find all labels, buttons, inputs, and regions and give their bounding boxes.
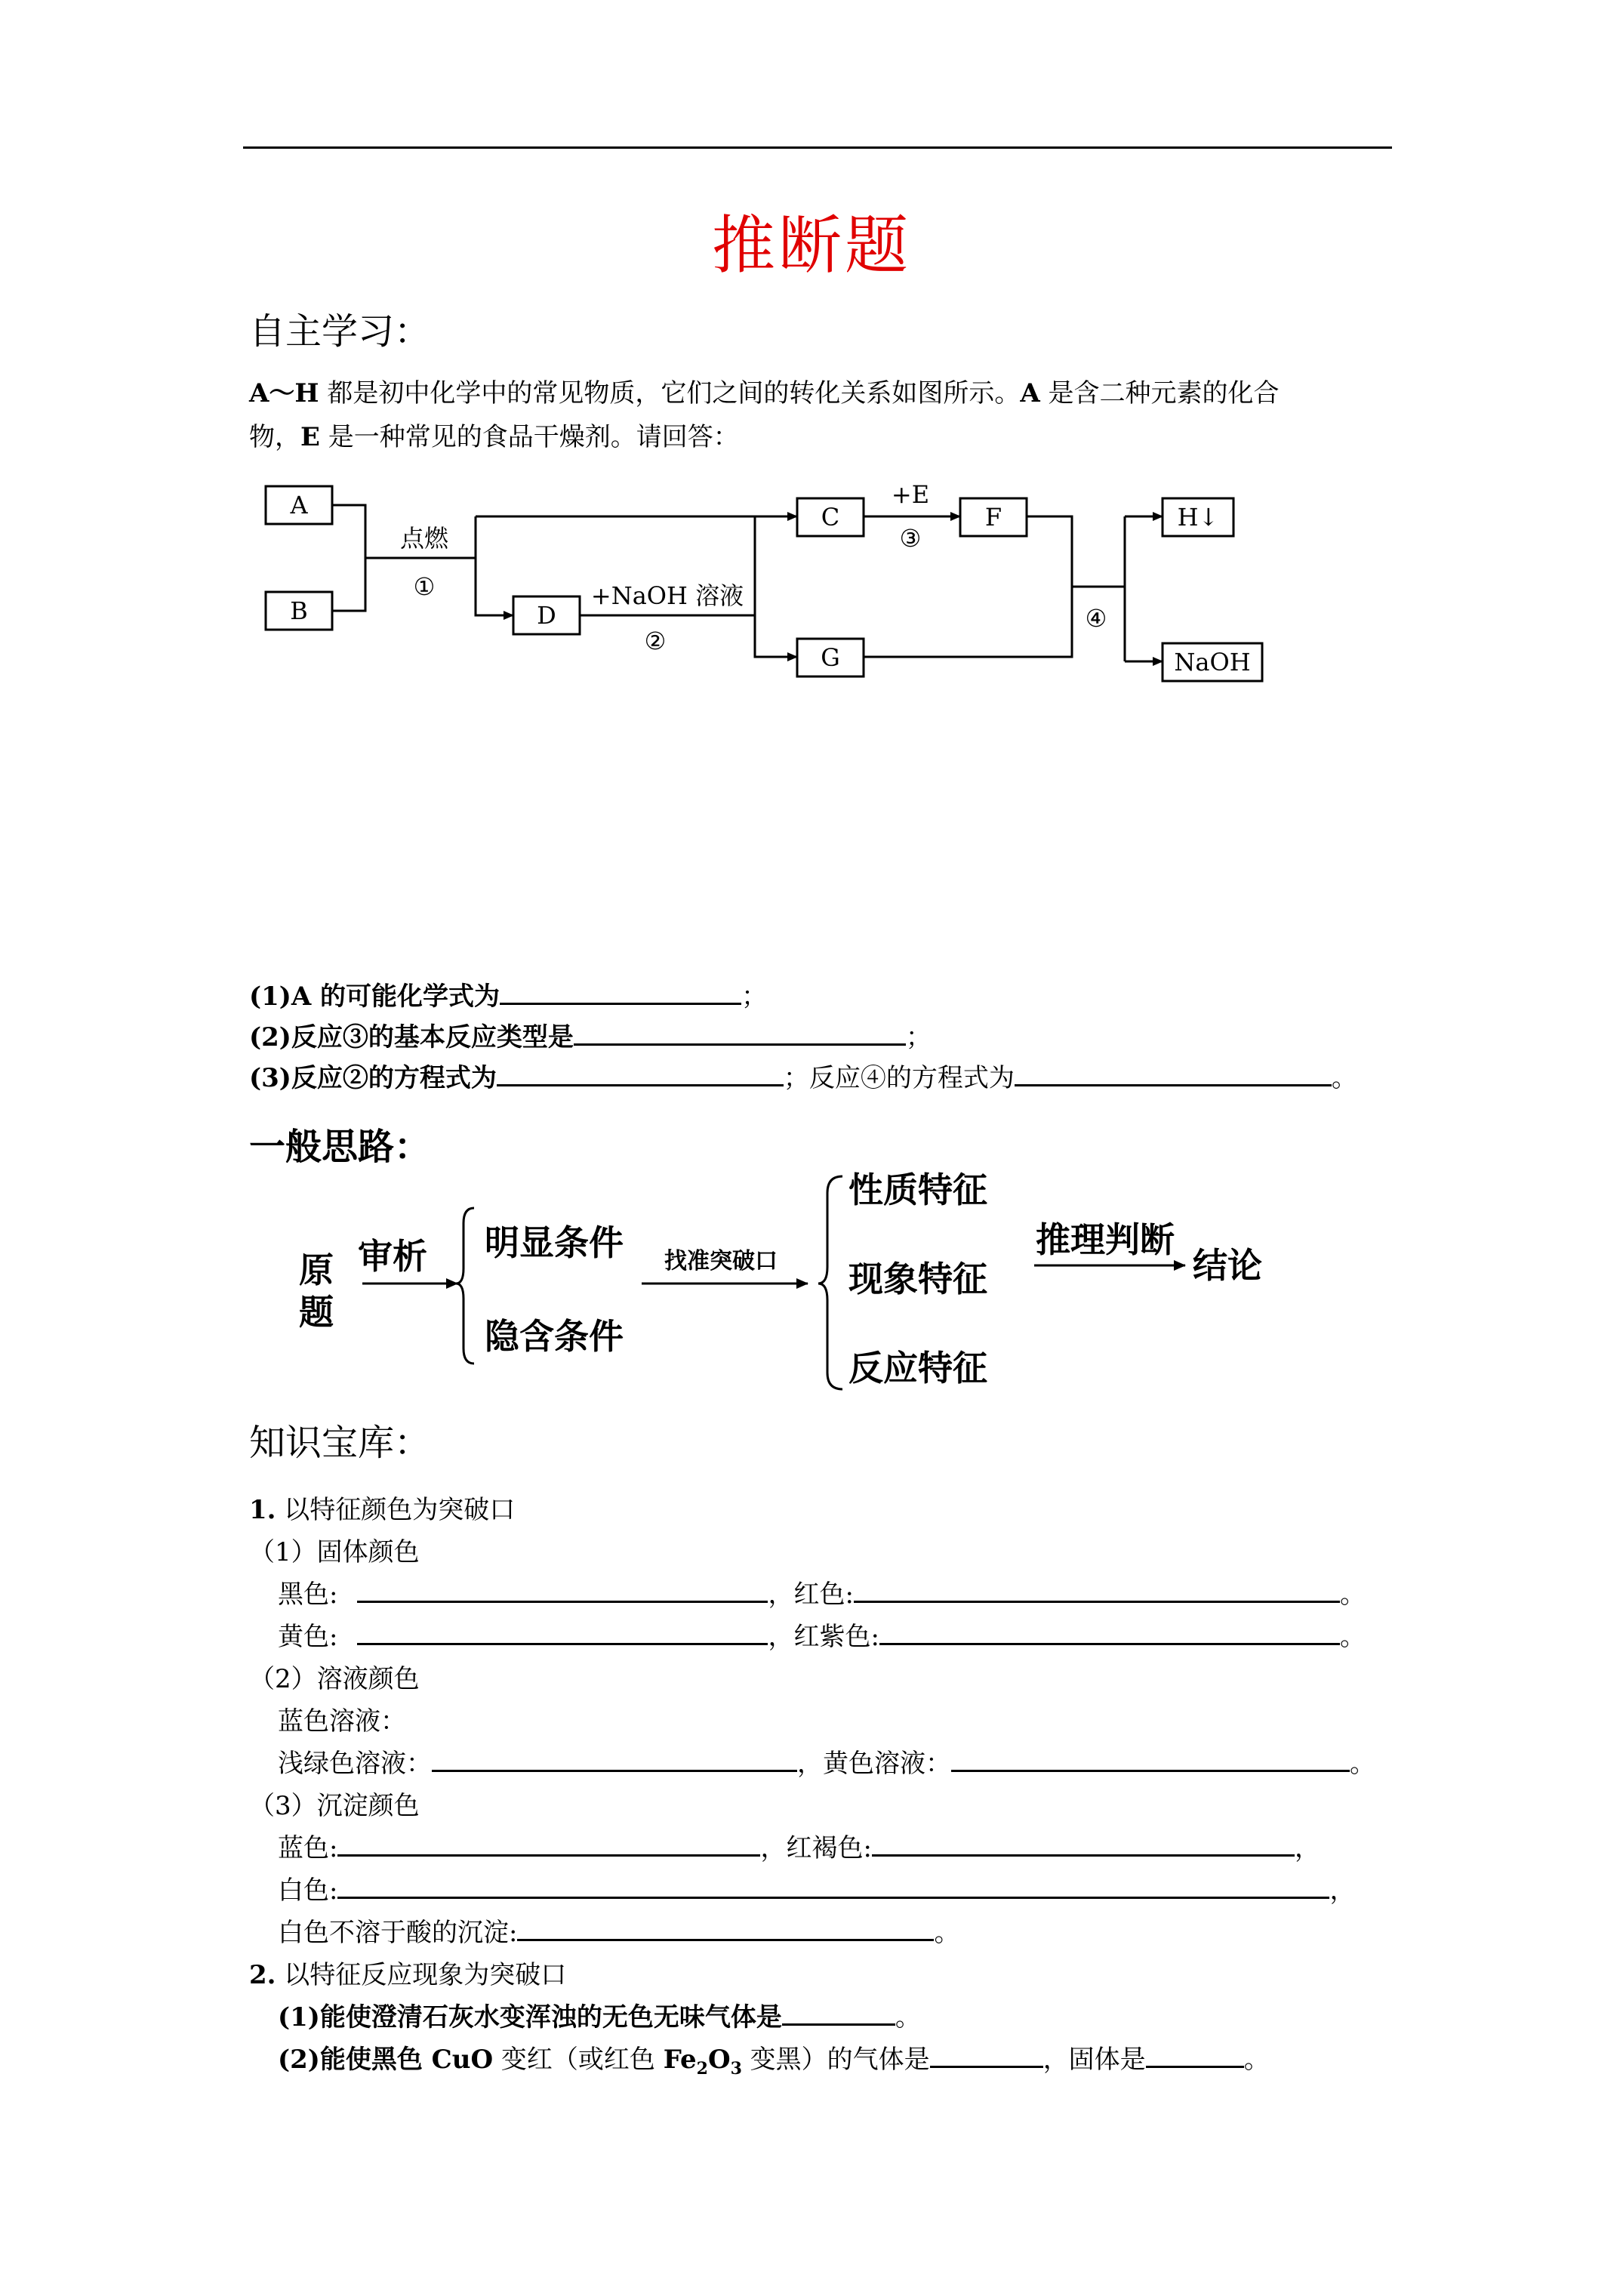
answer-blank-yellow-solution[interactable] bbox=[951, 1744, 1350, 1772]
label-purple-red: ，红紫色: bbox=[768, 1622, 879, 1652]
condition-naoh: +NaOH 溶液 bbox=[590, 581, 744, 610]
row-end: ， bbox=[1329, 1875, 1356, 1906]
formula-fe: Fe bbox=[663, 2045, 697, 2075]
approach-flow-diagram bbox=[287, 1163, 1344, 1412]
arrow-to-g bbox=[755, 516, 797, 657]
kb-heading-2-num: 2. bbox=[249, 1960, 276, 1990]
node-h-label: H↓ bbox=[1177, 503, 1219, 532]
row-end: 。 bbox=[1243, 2045, 1270, 2075]
formula-o-subscript: 3 bbox=[730, 2058, 742, 2079]
kb-heading-1-text: 以特征颜色为突破口 bbox=[276, 1495, 516, 1525]
label-black: 黑色: bbox=[278, 1579, 338, 1610]
question-2-end: ； bbox=[905, 1022, 932, 1052]
kb-row-green-yellow-solution bbox=[278, 1743, 1375, 1780]
page-title: 推断题 bbox=[711, 208, 911, 282]
node-c-label: C bbox=[821, 503, 840, 532]
question-3-label: (3)反应②的方程式为 bbox=[249, 1063, 497, 1093]
problem-range: A～H bbox=[249, 378, 319, 408]
label-phenomenon-2: 变黑）的气体是 bbox=[741, 2045, 930, 2075]
condition-e: +E bbox=[891, 480, 930, 509]
kb-phenomenon-2 bbox=[278, 2039, 1270, 2079]
kb-solid-colors: （1）固体颜色 bbox=[249, 1537, 420, 1567]
flow-analyze: 审析 bbox=[358, 1236, 427, 1277]
answer-blank-red[interactable] bbox=[854, 1575, 1340, 1603]
answer-blank-q1[interactable] bbox=[500, 977, 741, 1005]
answer-blank-yellow[interactable] bbox=[357, 1617, 768, 1645]
label-redbrown: ，红褐色: bbox=[760, 1833, 872, 1863]
question-1-end: ； bbox=[741, 982, 768, 1012]
label-solid: ，固体是 bbox=[1042, 2045, 1146, 2075]
kb-row-yellow-purple bbox=[278, 1616, 1366, 1653]
answer-blank-blue-precipitate[interactable] bbox=[337, 1829, 760, 1857]
node-g-label: G bbox=[821, 643, 840, 672]
flow-property: 性质特征 bbox=[848, 1170, 987, 1210]
flow-infer: 推理判断 bbox=[1036, 1219, 1175, 1260]
problem-e: E bbox=[300, 422, 320, 452]
flow-reaction: 反应特征 bbox=[848, 1348, 987, 1388]
top-rule bbox=[243, 146, 1392, 149]
row-end: 。 bbox=[1339, 1579, 1366, 1610]
step-3: ③ bbox=[899, 524, 922, 553]
flow-original-1: 原 bbox=[299, 1250, 334, 1290]
kb-row-black-red bbox=[278, 1573, 1366, 1610]
node-a-label: A bbox=[290, 491, 308, 519]
kb-solution-colors: （2）溶液颜色 bbox=[249, 1664, 420, 1694]
node-b-label: B bbox=[290, 596, 308, 625]
question-3-mid: ；反应④的方程式为 bbox=[783, 1063, 1015, 1093]
problem-text: 是含二种元素的化合 bbox=[1039, 378, 1280, 408]
problem-line-1 bbox=[249, 371, 1397, 415]
kb-row-white bbox=[278, 1869, 1355, 1906]
node-naoh-label: NaOH bbox=[1174, 648, 1251, 676]
row-end: 。 bbox=[1350, 1749, 1375, 1779]
question-1-label: (1)A 的可能化学式为 bbox=[249, 982, 500, 1012]
answer-blank-phenomenon-1[interactable] bbox=[782, 1998, 895, 2026]
step-4: ④ bbox=[1085, 604, 1107, 633]
problem-a: A bbox=[1020, 378, 1040, 408]
label-yellow-solution: ，黄色溶液： bbox=[797, 1749, 951, 1779]
problem-text: 都是初中化学中的常见物质，它们之间的转化关系如图所示。 bbox=[319, 378, 1021, 408]
merge-ab-line bbox=[332, 505, 365, 611]
node-d-label: D bbox=[537, 601, 556, 630]
label-green-solution: 浅绿色溶液： bbox=[278, 1749, 432, 1779]
section-general-approach: 一般思路： bbox=[249, 1126, 431, 1168]
kb-row-white-acid bbox=[278, 1912, 959, 1949]
answer-blank-redbrown[interactable] bbox=[872, 1829, 1295, 1857]
section-self-study: 自主学习： bbox=[249, 310, 431, 353]
flow-find: 找准突破口 bbox=[664, 1248, 778, 1274]
problem-line-2 bbox=[249, 415, 1397, 459]
kb-heading-2-text: 以特征反应现象为突破口 bbox=[276, 1960, 567, 1990]
answer-blank-green-solution[interactable] bbox=[432, 1744, 797, 1772]
answer-blank-q2[interactable] bbox=[574, 1018, 906, 1046]
answer-blank-white[interactable] bbox=[337, 1871, 1329, 1899]
kb-heading-2 bbox=[249, 1954, 566, 1991]
kb-precipitate-colors: （3）沉淀颜色 bbox=[249, 1791, 420, 1821]
answer-blank-q3a[interactable] bbox=[497, 1059, 784, 1086]
kb-heading-1-num: 1. bbox=[249, 1495, 276, 1525]
label-white-acid-insoluble: 白色不溶于酸的沉淀: bbox=[278, 1918, 518, 1948]
row-end: 。 bbox=[895, 2002, 921, 2032]
flow-original-2: 题 bbox=[299, 1292, 334, 1333]
brace-features bbox=[818, 1176, 842, 1389]
brace-conditions bbox=[456, 1208, 474, 1364]
answer-blank-purple-red[interactable] bbox=[879, 1617, 1340, 1645]
condition-ignite: 点燃 bbox=[399, 524, 449, 553]
merge-fg-line bbox=[864, 516, 1072, 657]
label-blue-precipitate: 蓝色: bbox=[278, 1833, 338, 1863]
answer-blank-gas[interactable] bbox=[930, 2040, 1043, 2068]
formula-fe-subscript: 2 bbox=[696, 2058, 708, 2079]
question-2 bbox=[249, 1016, 932, 1053]
node-f-label: F bbox=[984, 503, 1002, 532]
flow-hidden: 隐含条件 bbox=[485, 1316, 624, 1357]
row-end: 。 bbox=[1339, 1622, 1366, 1652]
label-white: 白色: bbox=[278, 1875, 338, 1906]
kb-row-blue-redbrown bbox=[278, 1827, 1320, 1864]
flow-obvious: 明显条件 bbox=[485, 1222, 624, 1263]
kb-heading-1 bbox=[249, 1489, 515, 1526]
reaction-diagram bbox=[257, 468, 1283, 710]
question-3 bbox=[249, 1057, 1357, 1094]
label-yellow: 黄色: bbox=[278, 1622, 338, 1652]
answer-blank-q3b[interactable] bbox=[1015, 1059, 1332, 1086]
step-2: ② bbox=[644, 627, 667, 655]
flow-conclusion: 结论 bbox=[1193, 1245, 1262, 1286]
problem-text: 是一种常见的食品干燥剂。请回答： bbox=[319, 422, 739, 452]
kb-blue-solution: 蓝色溶液： bbox=[278, 1706, 406, 1737]
label-phenomenon-1: (1)能使澄清石灰水变浑浊的无色无味气体是 bbox=[278, 2002, 782, 2032]
question-2-label: (2)反应③的基本反应类型是 bbox=[249, 1022, 574, 1052]
row-end: 。 bbox=[934, 1918, 960, 1948]
answer-blank-black[interactable] bbox=[357, 1575, 768, 1603]
answer-blank-solid[interactable] bbox=[1146, 2040, 1244, 2068]
problem-text: 物， bbox=[249, 422, 300, 452]
row-end: ， bbox=[1294, 1833, 1320, 1863]
label-red: ，红色: bbox=[768, 1579, 854, 1610]
question-1 bbox=[249, 975, 767, 1012]
arrow-to-d bbox=[476, 558, 513, 615]
section-knowledge-base: 知识宝库： bbox=[249, 1422, 431, 1464]
kb-phenomenon-1 bbox=[278, 1996, 921, 2033]
step-1: ① bbox=[413, 572, 436, 601]
flow-phenomenon: 现象特征 bbox=[848, 1259, 987, 1299]
problem-statement bbox=[249, 371, 1397, 459]
formula-o: O bbox=[707, 2045, 731, 2075]
formula-cuo: CuO bbox=[431, 2045, 494, 2075]
answer-blank-white-acid-insoluble[interactable] bbox=[517, 1913, 934, 1941]
question-3-end: 。 bbox=[1331, 1063, 1357, 1093]
label-phenomenon-2: 变红（或红色 bbox=[493, 2045, 664, 2075]
label-phenomenon-2: (2)能使黑色 bbox=[278, 2045, 432, 2075]
